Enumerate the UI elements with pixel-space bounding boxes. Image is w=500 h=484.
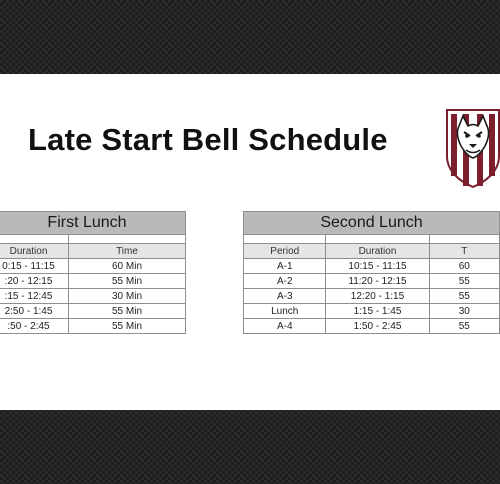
slide-title: Late Start Bell Schedule	[28, 122, 388, 157]
duration-cell: 10:15 - 11:15	[326, 259, 429, 274]
table-row	[244, 274, 500, 289]
time-cell: 60	[429, 259, 500, 274]
column-header-duration: Duration	[326, 244, 429, 259]
time-cell: 55	[429, 319, 500, 334]
time-cell: 30	[429, 304, 500, 319]
table-row	[0, 274, 186, 289]
time-cell: 55 Min	[69, 319, 186, 334]
duration-cell: 0:15 - 11:15	[0, 259, 69, 274]
first-lunch-table	[0, 211, 186, 334]
column-header-row	[244, 244, 500, 259]
duration-cell: 2:50 - 1:45	[0, 304, 69, 319]
time-cell: 55	[429, 274, 500, 289]
duration-cell: :20 - 12:15	[0, 274, 69, 289]
table-row	[0, 319, 186, 334]
duration-cell: 11:20 - 12:15	[326, 274, 429, 289]
column-header-duration: Duration	[0, 244, 69, 259]
time-cell: 55	[429, 289, 500, 304]
column-header-row	[0, 244, 186, 259]
table-header-row	[0, 212, 186, 235]
second-lunch-header: Second Lunch	[244, 212, 500, 235]
column-header-time: Time	[69, 244, 186, 259]
duration-cell: :15 - 12:45	[0, 289, 69, 304]
column-header-time: T	[429, 244, 500, 259]
spacer-row	[244, 235, 500, 244]
table-row	[244, 319, 500, 334]
period-cell: Lunch	[244, 304, 326, 319]
table-row	[0, 259, 186, 274]
time-cell: 30 Min	[69, 289, 186, 304]
period-cell: A-2	[244, 274, 326, 289]
duration-cell: 12:20 - 1:15	[326, 289, 429, 304]
column-header-period: Period	[244, 244, 326, 259]
slide	[0, 74, 500, 410]
table-row	[244, 304, 500, 319]
wolf-shield-icon	[445, 108, 500, 188]
period-cell: A-4	[244, 319, 326, 334]
table-row	[244, 259, 500, 274]
table-row	[0, 304, 186, 319]
time-cell: 55 Min	[69, 304, 186, 319]
time-cell: 60 Min	[69, 259, 186, 274]
duration-cell: :50 - 2:45	[0, 319, 69, 334]
period-cell: A-3	[244, 289, 326, 304]
duration-cell: 1:15 - 1:45	[326, 304, 429, 319]
table-header-row	[244, 212, 500, 235]
spacer-row	[0, 235, 186, 244]
table-row	[0, 289, 186, 304]
duration-cell: 1:50 - 2:45	[326, 319, 429, 334]
table-row	[244, 289, 500, 304]
time-cell: 55 Min	[69, 274, 186, 289]
first-lunch-header: First Lunch	[0, 212, 186, 235]
second-lunch-table	[243, 211, 500, 334]
period-cell: A-1	[244, 259, 326, 274]
